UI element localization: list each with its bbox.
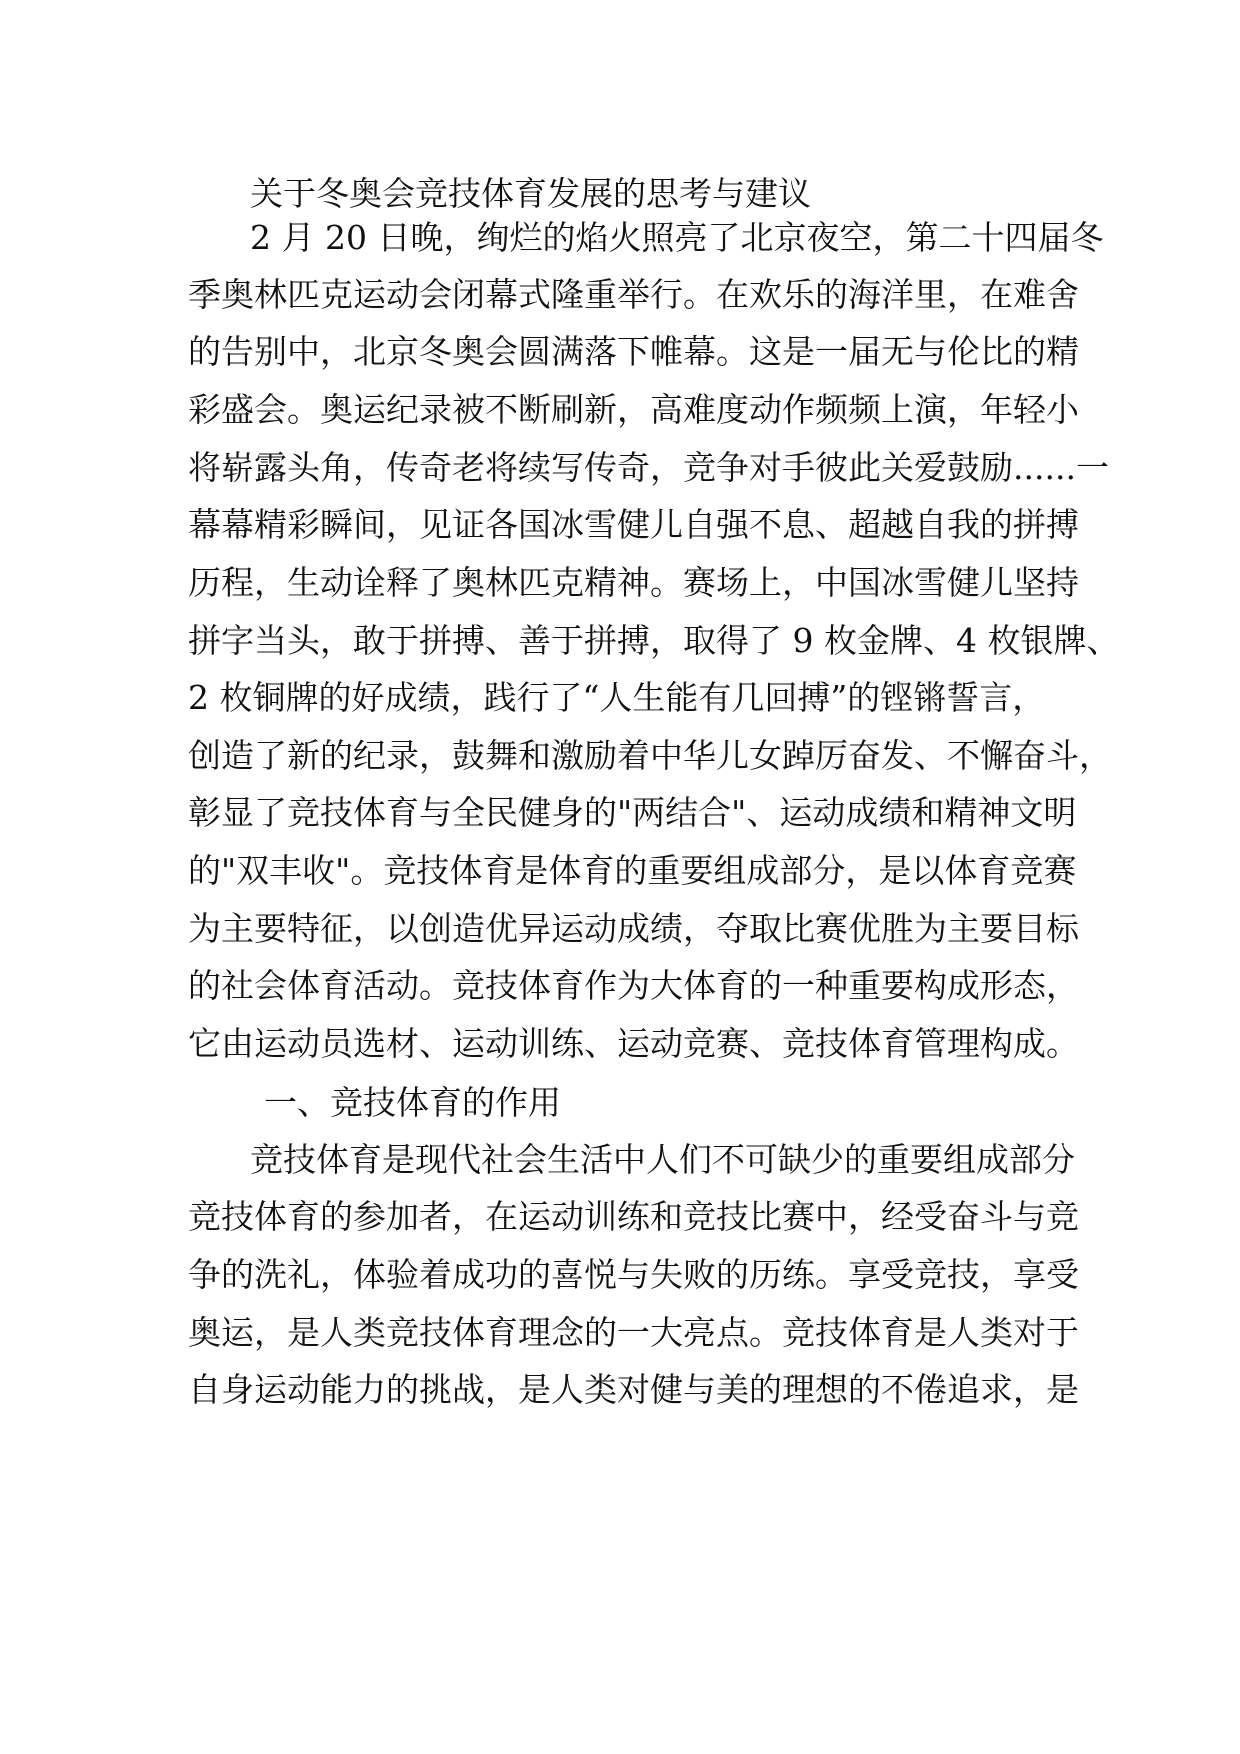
paragraph-line: 将崭露头角，传奇老将续写传奇，竞争对手彼此关爱鼓励......一	[188, 448, 1109, 487]
document-title: 关于冬奥会竞技体育发展的思考与建议	[250, 174, 811, 213]
paragraph-line: 2 月 20 日晚，绚烂的焰火照亮了北京夜空，第二十四届冬	[250, 218, 1104, 257]
paragraph-line: 自身运动能力的挑战，是人类对健与美的理想的不倦追求，是	[188, 1370, 1079, 1409]
paragraph-line: 季奥林匹克运动会闭幕式隆重举行。在欢乐的海洋里，在难舍	[188, 275, 1079, 314]
paragraph-line: 它由运动员选材、运动训练、运动竞赛、竞技体育管理构成。	[188, 1024, 1079, 1063]
paragraph-line: 争的洗礼，体验着成功的喜悦与失败的历练。享受竞技，享受	[188, 1255, 1079, 1294]
paragraph-line: 彩盛会。奥运纪录被不断刷新，高难度动作频频上演，年轻小	[188, 390, 1079, 429]
section-heading: 一、竞技体育的作用	[264, 1083, 561, 1122]
paragraph-line: 创造了新的纪录，鼓舞和激励着中华儿女踔厉奋发、不懈奋斗，	[188, 736, 1112, 775]
paragraph-line: 历程，生动诠释了奥林匹克精神。赛场上，中国冰雪健儿坚持	[188, 563, 1079, 602]
paragraph-line: 彰显了竞技体育与全民健身的"两结合"、运动成绩和精神文明	[188, 793, 1077, 832]
paragraph-line: 竞技体育是现代社会生活中人们不可缺少的重要组成部分	[250, 1140, 1075, 1179]
paragraph-line: 竞技体育的参加者，在运动训练和竞技比赛中，经受奋斗与竞	[188, 1197, 1079, 1236]
paragraph-line: 的"双丰收"。竞技体育是体育的重要组成部分，是以体育竞赛	[188, 851, 1077, 890]
paragraph-line: 拼字当头，敢于拼搏、善于拼搏，取得了 9 枚金牌、4 枚银牌、	[188, 621, 1120, 660]
paragraph-line: 的社会体育活动。竞技体育作为大体育的一种重要构成形态，	[188, 966, 1079, 1005]
paragraph-line: 幕幕精彩瞬间，见证各国冰雪健儿自强不息、超越自我的拼搏	[188, 505, 1079, 544]
paragraph-line: 奥运，是人类竞技体育理念的一大亮点。竞技体育是人类对于	[188, 1313, 1079, 1352]
paragraph-line: 的告别中，北京冬奥会圆满落下帷幕。这是一届无与伦比的精	[188, 332, 1079, 371]
paragraph-line: 2 枚铜牌的好成绩，践行了“人生能有几回搏”的铿锵誓言，	[188, 678, 1046, 717]
paragraph-line: 为主要特征，以创造优异运动成绩，夺取比赛优胜为主要目标	[188, 909, 1079, 948]
